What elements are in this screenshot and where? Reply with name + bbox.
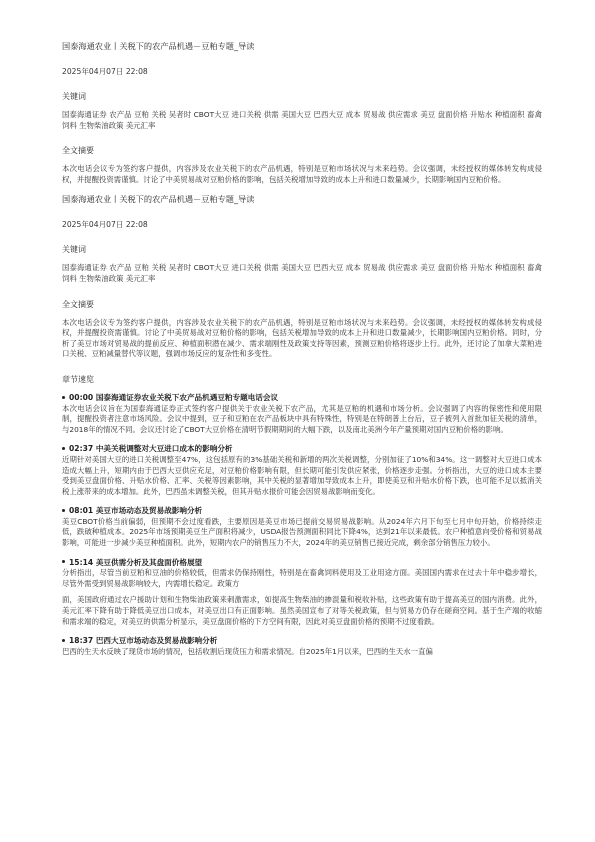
keywords-heading: 关键词	[62, 92, 86, 101]
chapter-item	[62, 636, 542, 657]
document-page	[62, 40, 542, 666]
chapter-body: 巴西的生天水反映了现货市场的情况，包括收割后现货压力和需求情况。自2025年1月以来，巴西的生天水一直偏	[62, 646, 433, 656]
bullet-icon	[62, 560, 65, 563]
keywords-text: 国泰海通证券 农产品 豆粕 关税 吴者时 CBOT大豆 进口关税 供需 美国大豆 巴西大豆 成本 贸易战 供应需求 美豆 盘面价格 升贴水 种植面积 畜禽饲料 生物柴油政策 美元汇率	[62, 110, 542, 130]
document-title: 国泰海通农业丨关税下的农产品机遇－豆粕专题_导读	[62, 41, 255, 51]
document-date-repeat: 2025年04月07日 22:08	[62, 220, 148, 230]
chapters-heading: 章节速览	[62, 374, 94, 384]
chapter-title: 00:00 国泰海通证券农业关税下农产品机遇豆粕专题电话会议	[62, 393, 542, 404]
repeated-section	[62, 193, 542, 657]
document-date: 2025年04月07日 22:08	[62, 67, 148, 76]
chapter-item	[62, 393, 542, 435]
bullet-icon	[62, 509, 65, 512]
chapter-body: 近期针对美国大豆的进口关税调整至47%，这包括原有的3%基础关税和新增的两次关税调整，分别加征了10%和34%。这一调整对大豆进口成本造成大幅上升，短期内由于巴西大豆供应充足，对豆粕价格影响有限，但长期可能引发供应紧张，价格逐步走强。分析指出，大豆的进口成本主要受到美豆盘面价格、升贴水价格、汇率、关税等因素影响，其中关税的显著增加导致成本上升，即使美豆和升贴水价格下跌，也可能不足以抵消关税上涨带来的成本增加。此外，巴西虽未调整关税，但其升贴水报价可能会因贸易战影响而变化。	[62, 454, 542, 496]
chapter-body: 美豆CBOT价格当前偏弱，但预期不会过度看跌，主要原因是美豆市场已提前交易贸易战影响。从2024年六月下旬至七月中旬开始，价格持续走低，跌破种植成本。2025年市场预期美豆生产面积将减少，USDA报告预测面积同比下降4%，达到21年以来最低。农户种植意向受价格和贸易战影响，可能进一步减少美豆种植面积。此外，短期内农户的销售压力不大，2024年的美豆销售已接近完成，剩余部分销售压力较小。	[62, 516, 542, 548]
document-title-repeat: 国泰海通农业丨关税下的农产品机遇－豆粕专题_导读	[62, 194, 255, 205]
summary-text: 本次电话会议专为签约客户提供，内容涉及农业关税下的农产品机遇，特别是豆粕市场状况与未来趋势。会议强调，未经授权的媒体转发构成侵权，并提醒投资需谨慎。讨论了中美贸易战对豆粕价格的影响，包括关税增加导致的成本上升和进口数量减少，长期影响国内豆粕价格。	[62, 164, 542, 184]
summary-heading: 全文摘要	[62, 146, 94, 156]
summary-text-repeat: 本次电话会议专为签约客户提供，内容涉及农业关税下的农产品机遇，特别是豆粕市场状况与未来趋势。会议强调，未经授权的媒体转发构成侵权，并提醒投资需谨慎。讨论了中美贸易战对豆粕价格的影响，包括关税增加导致的成本上升和进口数量减少，长期影响国内豆粕价格。同时，分析了美豆市场对贸易战的提前反应、种植面积潜在减少、需求端刚性及政策支持等因素，预测豆粕价格将逐步上行。此外，还讨论了加拿大菜粕进口关税、豆粕减量替代等议题，强调市场反应的复杂性和多变性。	[62, 317, 542, 359]
bullet-icon	[62, 447, 65, 450]
bullet-icon	[62, 639, 65, 642]
chapter-list	[62, 393, 542, 657]
chapter-title: 15:14 美豆供需分析及其盘面价格展望	[62, 558, 542, 569]
chapter-title: 02:37 中美关税调整对大豆进口成本的影响分析	[62, 444, 542, 455]
bullet-icon	[62, 396, 65, 399]
chapter-body: 本次电话会议旨在为国泰海通证券正式签约客户提供关于农业关税下农产品，尤其是豆粕的机遇和市场分析。会议强调了内容的保密性和使用限制，提醒投资者注意市场风险。会议中提到，豆子和豆粕在农产品板块中具有特殊性，特别是在特朗普上台后，豆子被列入首批加征关税的清单，与2018年的情况不同。会议还讨论了CBOT大豆价格在清明节假期期间的大幅下跌，以及南北美洲今年产量预期对国内豆粕价格的影响。	[62, 403, 542, 434]
chapter-item	[62, 558, 542, 628]
keywords-text-repeat: 国泰海通证券 农产品 豆粕 关税 吴者时 CBOT大豆 进口关税 供需 美国大豆 巴西大豆 成本 贸易战 供应需求 美豆 盘面价格 升贴水 种植面积 畜禽饲料 生物柴油政策 美元汇率	[62, 263, 542, 283]
chapter-title: 18:37 巴西大豆市场动态及贸易战影响分析	[62, 636, 542, 647]
summary-heading-repeat: 全文摘要	[62, 299, 94, 309]
keywords-heading-repeat: 关键词	[62, 245, 86, 255]
chapter-body: 分析指出，尽管当前豆粕和豆油的价格较低，但需求仍保持刚性，特别是在畜禽饲料使用及工业用途方面。美国国内需求在过去十年中稳步增长，尽管外需受到贸易战影响较大，内需增长稳定。政策方	[62, 568, 542, 588]
chapter-item	[62, 506, 542, 548]
chapter-item	[62, 444, 542, 497]
chapter-title: 08:01 美豆市场动态及贸易战影响分析	[62, 506, 542, 517]
chapter-body-continued: 面，美国政府通过农户援助计划和生物柴油政策来刺激需求，如提高生物柴油的掺混量和税收补贴，这些政策有助于提高美豆的国内消费。此外，美元汇率下降有助于降低美豆出口成本，对美豆出口有正面影响。虽然美国宣布了对等关税政策，但与贸易方仍存在磋商空间。基于生产端的收缩和需求端的稳定，对美豆的供需分析显示，美豆盘面价格的下方空间有限，因此对美豆盘面价格的预期不过度看跌。	[62, 595, 542, 626]
